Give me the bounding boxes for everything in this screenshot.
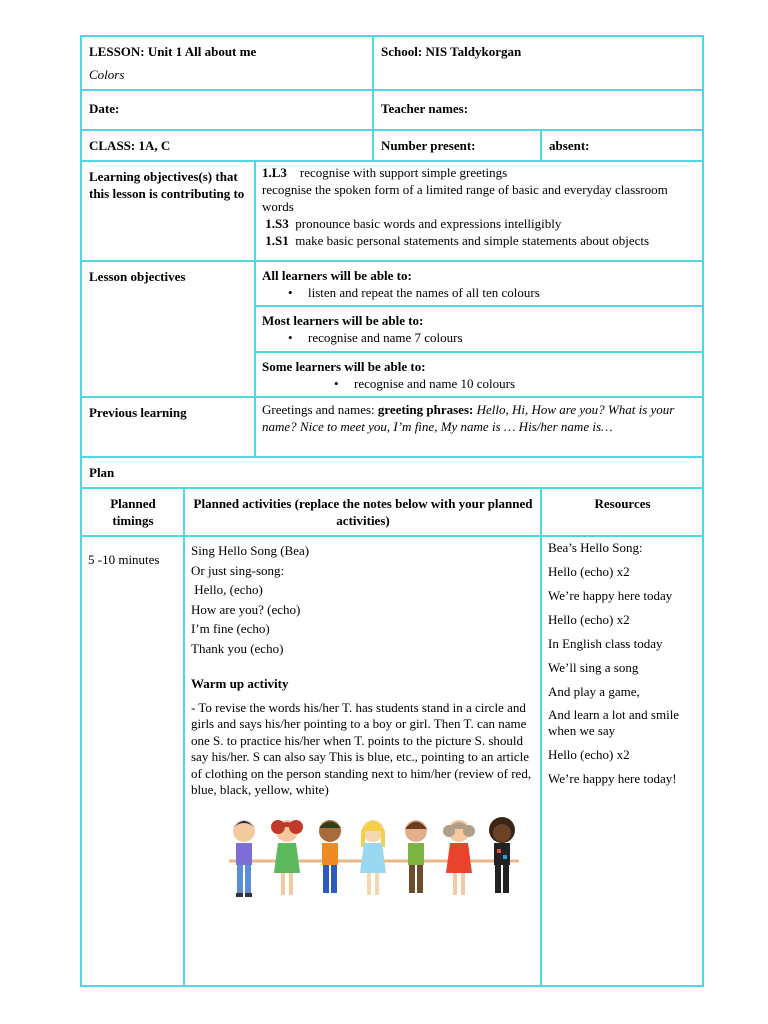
- lesson-cell: [81, 36, 373, 90]
- song-line: Thank you (echo): [191, 640, 284, 656]
- teacher-cell: [373, 90, 703, 130]
- resources-cell: [541, 536, 703, 986]
- date-label: Date:: [89, 101, 120, 116]
- absent-cell: [541, 130, 703, 161]
- resource-line: We’re happy here today!: [548, 771, 677, 786]
- objectives-label-cell: [81, 161, 255, 261]
- activities-header: Planned activities (replace the notes below with your planned activities): [193, 496, 533, 528]
- lesson-title: LESSON: Unit 1 All about me: [89, 44, 257, 59]
- all-learners-heading: All learners will be able to:: [262, 268, 412, 283]
- plan-label-cell: [81, 457, 703, 488]
- resource-line: Hello (echo) x2: [548, 564, 630, 579]
- objective-text-l3: recognise with support simple greetings: [299, 165, 508, 180]
- resource-line: We’ll sing a song: [548, 660, 639, 675]
- lesson-objectives-content-cell: [255, 261, 703, 397]
- previous-learning-lead: Greetings and names:: [262, 402, 378, 417]
- resource-line: And learn a lot and smile when we say: [548, 707, 680, 738]
- children-holding-hands-image: [219, 817, 529, 907]
- resource-line: Hello (echo) x2: [548, 612, 630, 627]
- some-learners-item: • recognise and name 10 colours: [354, 375, 696, 392]
- date-cell: [81, 90, 373, 130]
- resource-line: Bea’s Hello Song:: [548, 540, 643, 555]
- school-cell: [373, 36, 703, 90]
- previous-learning-content-cell: [255, 397, 703, 457]
- timing-cell: [81, 536, 184, 986]
- some-learners-heading: Some learners will be able to:: [262, 359, 426, 374]
- timing-value: 5 -10 minutes: [88, 552, 160, 567]
- plan-label: Plan: [89, 465, 115, 480]
- teacher-label: Teacher names:: [381, 101, 469, 116]
- activities-cell: [184, 536, 541, 986]
- previous-learning-bold: greeting phrases:: [377, 402, 474, 417]
- absent-label: absent:: [549, 138, 590, 153]
- class-label: CLASS: 1A, C: [89, 138, 171, 153]
- resources-header-cell: [541, 488, 703, 536]
- most-learners-block: [256, 307, 702, 353]
- resource-line: And play a game,: [548, 684, 640, 699]
- number-present-cell: [373, 130, 541, 161]
- objectives-label: Learning objectives(s) that this lesson is contributing to: [89, 169, 245, 201]
- lesson-plan-document: [80, 35, 702, 987]
- resource-line: We’re happy here today: [548, 588, 673, 603]
- objectives-content-cell: [255, 161, 703, 261]
- lesson-objectives-label: Lesson objectives: [89, 269, 186, 284]
- warmup-text: - To revise the words his/her T. has students stand in a circle and girls and says his/her pointing to a boy or girl. Then T. can name one S. to practice his/her when T. points to the picture S. should say his/her. S can also say This is blue, etc., pointing to an article of clothing on the person standing next to him/her (review of red, blue, black, yellow, white): [191, 699, 532, 797]
- previous-learning-label: Previous learning: [89, 405, 187, 420]
- song-line: I’m fine (echo): [191, 621, 270, 636]
- song-line: Sing Hello Song (Bea): [191, 543, 310, 558]
- school-name: School: NIS Taldykorgan: [381, 44, 522, 59]
- song-line: How are you? (echo): [191, 601, 301, 617]
- song-line: Hello, (echo): [191, 582, 263, 597]
- activities-header-cell: [184, 488, 541, 536]
- most-learners-heading: Most learners will be able to:: [262, 313, 424, 328]
- resource-line: Hello (echo) x2: [548, 747, 630, 762]
- children-illustration: [219, 817, 534, 913]
- previous-learning-phrases: Hello, Hi, How are you? What is your name? Nice to meet you, I’m fine, My name is … His/her name is…: [262, 402, 675, 434]
- all-learners-block: [256, 262, 702, 307]
- some-learners-block: [256, 353, 702, 396]
- lesson-objectives-label-cell: [81, 261, 255, 397]
- objective-code-s3: 1.S3: [265, 216, 289, 231]
- timings-header: Planned timings: [110, 496, 156, 528]
- objective-text-s1: make basic personal statements and simple statements about objects: [295, 233, 650, 248]
- previous-learning-label-cell: [81, 397, 255, 457]
- timings-header-cell: [81, 488, 184, 536]
- all-learners-item: • listen and repeat the names of all ten colours: [308, 284, 696, 301]
- class-cell: [81, 130, 373, 161]
- song-line: Or just sing-song:: [191, 562, 285, 578]
- lesson-plan-table: [80, 35, 704, 987]
- lesson-subtitle: Colors: [89, 67, 125, 82]
- resource-line: In English class today: [548, 636, 663, 651]
- objective-code-l3: 1.L3: [262, 165, 287, 180]
- resources-header: Resources: [594, 496, 651, 511]
- number-present-label: Number present:: [381, 138, 476, 153]
- warmup-title: Warm up activity: [191, 676, 289, 691]
- objective-code-s1: 1.S1: [265, 233, 289, 248]
- objective-text-l3-cont: recognise the spoken form of a limited range of basic and everyday classroom words: [262, 182, 668, 214]
- objective-text-s3: pronounce basic words and expressions intelligibly: [295, 216, 562, 231]
- most-learners-item: • recognise and name 7 colours: [308, 329, 696, 346]
